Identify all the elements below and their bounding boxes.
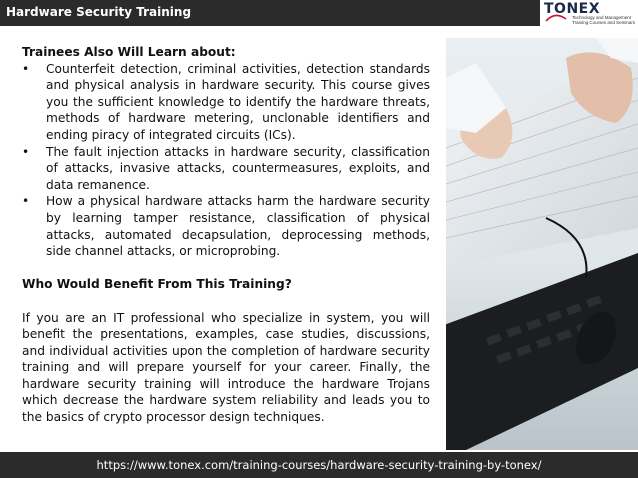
section-heading-learn: Trainees Also Will Learn about: [22, 45, 236, 59]
bullet-text: The fault injection attacks in hardware security, classification of attacks, invasive attacks, countermeasures, exploits, and data remanence. [46, 144, 430, 192]
benefit-paragraph: If you are an IT professional who specialize in system, you will benefit the presentations, examples, case studies, discussions, and individual activities upon the completion of hardware security training and will prepare yourself for your career. Finally, the hardware security training will introduce the hardware Trojans which decrease the hardware system reliability and leads you to the basics of crypto processor design techniques. [22, 310, 430, 425]
page-title: Hardware Security Training [6, 5, 192, 19]
footer-url-link[interactable]: https://www.tonex.com/training-courses/hardware-security-training-by-tonex/ [96, 458, 542, 472]
logo-name: TONEX [544, 1, 601, 17]
footer-bar [0, 452, 638, 478]
list-item [22, 144, 430, 194]
section-heading-benefit: Who Would Benefit From This Training? [22, 277, 292, 292]
bullet-text: Counterfeit detection, criminal activities, detection standards and physical analysis in hardware security. This course gives you the sufficient knowledge to identify the hardware threats, methods of hardware metering, unclonable identifiers and ending piracy of integrated circuits (ICs). [46, 61, 430, 142]
bullet-dot: • [22, 194, 30, 209]
bullet-text: How a physical hardware attacks harm the hardware security by learning tamper resistance, classification of physical attacks, automated decapsulation, deprocessing methods, side channel attacks, or microprobing. [46, 194, 430, 259]
list-item [22, 193, 430, 259]
logo-tagline: Technology and Management Training Courses and Seminars [572, 15, 636, 25]
main-content [22, 44, 430, 426]
keyboard-photo [446, 38, 638, 450]
keyboard-hands-image [446, 38, 638, 450]
learn-bullet-list [22, 61, 430, 260]
list-item [22, 61, 430, 144]
bullet-dot: • [22, 144, 30, 159]
tonex-logo [540, 0, 638, 28]
bullet-dot: • [22, 61, 30, 76]
